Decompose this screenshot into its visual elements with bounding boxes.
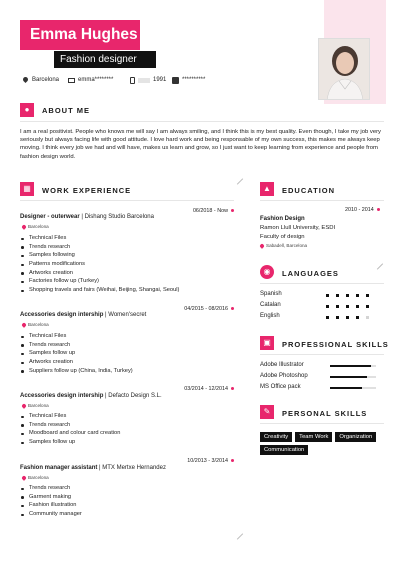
level-dot (346, 294, 349, 297)
level-dot (346, 305, 349, 308)
list-item: Shopping travels and fairs (Weihai, Beijing, Shangai, Seoul) (20, 286, 179, 295)
profile-photo (318, 38, 370, 100)
divider (260, 200, 384, 201)
language-level (326, 316, 369, 319)
divider (260, 423, 384, 424)
candidate-name: Emma Hughes (20, 20, 140, 50)
contact-phone (130, 75, 166, 85)
personal-skill-tags (260, 432, 384, 455)
list-item: Suppliers follow up (China, India, Turkey) (20, 367, 133, 376)
education-school: Ramon Llull University, ESDI (260, 225, 336, 231)
job-dates: 10/2013 - 3/2014 (187, 458, 234, 464)
list-item: Moodboard and colour card creation (20, 429, 120, 438)
level-dot (366, 294, 369, 297)
graduation-cap-icon: ▲ (260, 182, 274, 196)
skill-name: Adobe Photoshop (260, 373, 308, 379)
job-title: Fashion designer (54, 51, 156, 68)
list-item: Samples follow up (20, 438, 120, 447)
location-pin-icon (21, 403, 27, 409)
job-dates: 03/2014 - 12/2014 (184, 386, 234, 392)
job-tasks (20, 332, 133, 375)
education-heading: EDUCATION (282, 186, 336, 195)
professional-skills-heading: PROFESSIONAL SKILLS (282, 340, 389, 349)
location-pin-icon (21, 322, 27, 328)
decorative-slash (237, 533, 243, 539)
level-dot (336, 316, 339, 319)
location-pin-icon (21, 224, 27, 230)
languages-heading: LANGUAGES (282, 269, 339, 278)
level-dot (366, 305, 369, 308)
redacted-block (138, 78, 150, 83)
job-dates: 04/2015 - 08/2016 (184, 306, 234, 312)
level-dot (326, 294, 329, 297)
skill-tag: Creativity (260, 432, 292, 442)
level-dot (356, 294, 359, 297)
globe-icon: ◉ (260, 265, 274, 279)
phone-text: 1991 (153, 77, 167, 83)
education-faculty: Faculty of design (260, 234, 305, 240)
contact-location (22, 75, 59, 85)
list-item: Samples following (20, 251, 179, 260)
list-item: Community manager (20, 510, 82, 519)
experience-heading: WORK EXPERIENCE (42, 186, 132, 195)
job-location: Barcelona (22, 322, 49, 327)
decorative-slash (377, 263, 383, 269)
job-location: Barcelona (22, 224, 49, 229)
skill-name: Adobe Illustrator (260, 362, 304, 368)
envelope-icon (68, 78, 75, 83)
portrait-image (319, 39, 370, 100)
skill-name: MS Office pack (260, 384, 301, 390)
pencil-icon: ✎ (260, 405, 274, 419)
job-tasks (20, 484, 82, 519)
language-level (326, 294, 369, 297)
list-item: Trends research (20, 341, 133, 350)
email-text: emma******** (78, 77, 114, 83)
skill-bar (330, 387, 376, 389)
level-dot (356, 305, 359, 308)
job-dates: 06/2018 - Now (193, 208, 234, 214)
job-location: Barcelona (22, 403, 49, 408)
job-heading: Designer - outerwear | Dishang Studio Barcelona (20, 214, 154, 220)
job-heading: Fashion manager assistant | MTX Mertxe Hernandez (20, 465, 166, 471)
divider (260, 354, 384, 355)
list-item: Garment making (20, 493, 82, 502)
location-pin-icon (259, 243, 265, 249)
job-heading: Accessories design intership | Women'secret (20, 312, 147, 318)
language-level (326, 305, 369, 308)
job-location: Barcelona (22, 475, 49, 480)
level-dot (326, 305, 329, 308)
level-dot (356, 316, 359, 319)
level-dot (346, 316, 349, 319)
skill-tag: Communication (260, 445, 308, 455)
location-text: Barcelona (32, 77, 60, 83)
divider (260, 283, 384, 284)
contact-email[interactable] (68, 75, 113, 85)
skill-tag: Organization (335, 432, 376, 442)
personal-skills-heading: PERSONAL SKILLS (282, 409, 368, 418)
user-icon: ● (20, 103, 34, 117)
list-item: Fashion illustration (20, 501, 82, 510)
language-name: Spanish (260, 291, 282, 297)
laptop-icon: ▣ (260, 336, 274, 350)
list-item: Trends research (20, 484, 82, 493)
list-item: Technical Files (20, 412, 120, 421)
level-dot (326, 316, 329, 319)
briefcase-icon: ▦ (20, 182, 34, 196)
list-item: Trends research (20, 243, 179, 252)
skill-bar (330, 376, 376, 378)
level-dot (336, 305, 339, 308)
list-item: Trends research (20, 421, 120, 430)
divider (20, 200, 234, 201)
language-name: English (260, 313, 280, 319)
job-heading: Accessories design intership | Defacto Design S.L. (20, 393, 162, 399)
divider (20, 121, 384, 122)
list-item: Samples follow up (20, 349, 133, 358)
list-item: Patterns modifications (20, 260, 179, 269)
level-dot (336, 294, 339, 297)
linkedin-icon (172, 77, 179, 84)
skill-bar (330, 365, 376, 367)
education-title: Fashion Design (260, 216, 305, 222)
skill-tag: Team Work (295, 432, 332, 442)
education-location: Sabadell, Barcelona (260, 243, 307, 248)
location-pin-icon (21, 475, 27, 481)
level-dot (366, 316, 369, 319)
list-item: Factories follow up (Turkey) (20, 277, 179, 286)
language-name: Catalan (260, 302, 281, 308)
job-tasks (20, 234, 179, 295)
list-item: Artworks creation (20, 269, 179, 278)
education-dates: 2010 - 2014 (345, 207, 380, 213)
linkedin-text: ********** (182, 77, 206, 83)
location-pin-icon (22, 77, 29, 84)
list-item: Technical Files (20, 332, 133, 341)
decorative-slash (237, 178, 243, 184)
about-heading: ABOUT ME (42, 106, 90, 115)
contact-linkedin[interactable] (172, 75, 205, 85)
list-item: Technical Files (20, 234, 179, 243)
job-tasks (20, 412, 120, 447)
list-item: Artworks creation (20, 358, 133, 367)
about-text: I am a real positivist. People who knows me will say I am always smiling, and I think this is my best quality. Even though, I take my job very seriously but always facing life with good attitude. I love hard work and being responsable of my own success, this makes me always keep moving. I think every job we had and will have, makes us learn and grow, so I just want to keep learning from experience and people from fashion design world. (20, 129, 382, 160)
phone-icon (130, 77, 135, 84)
